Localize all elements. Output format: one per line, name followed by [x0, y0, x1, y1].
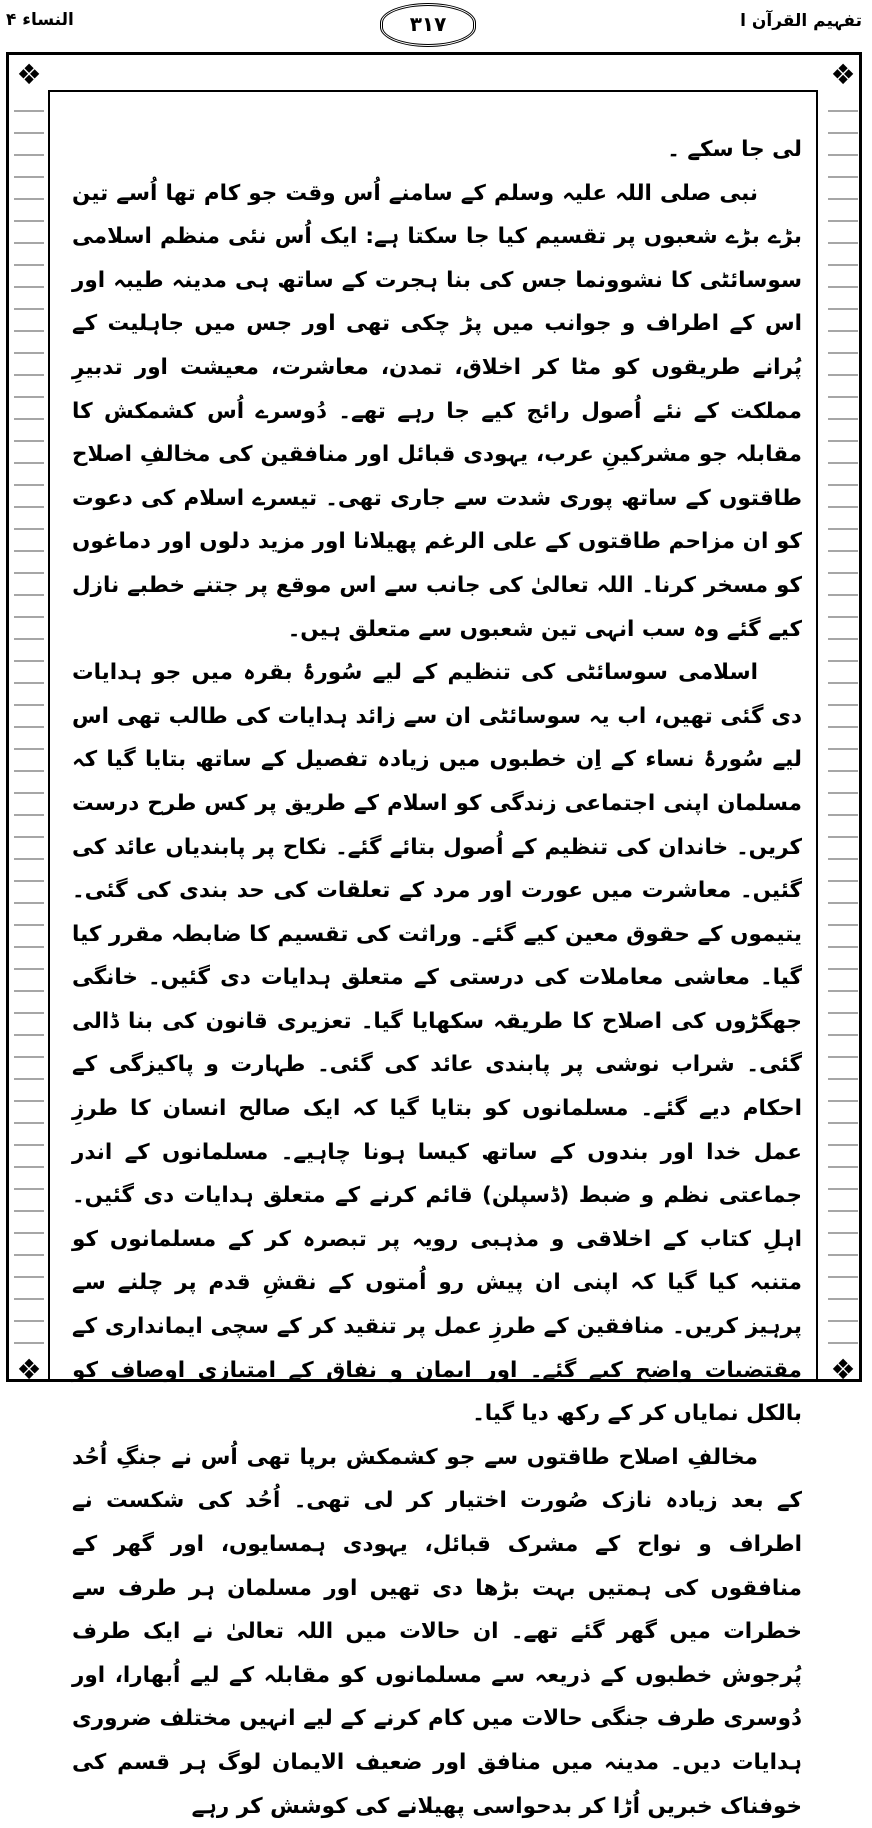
- book-title: تفہیم القرآن ا: [740, 11, 862, 31]
- paragraph: لی جا سکے ۔: [667, 137, 802, 162]
- page-number: ۳۱۷: [380, 3, 476, 47]
- paragraph: مخالفِ اصلاح طاقتوں سے جو کشمکش برپا تھی اُس نے جنگِ اُحُد کے بعد زیادہ نازک صُورت اختیار کر لی تھی۔ اُحُد کی شکست نے اطراف و نواح کے مشرک قبائل، یہودی ہمسایوں، اور گھر کے منافقوں کی ہمتیں بہت بڑھا دی تھیں اور مسلمان ہر طرف سے خطرات میں گھر گئے تھے۔ ان حالات میں اللہ تعالیٰ نے ایک طرف پُرجوش خطبوں کے ذریعہ سے مسلمانوں کو مقابلہ کے لیے اُبھارا، اور دُوسری طرف جنگی حالات میں کام کرنے کے لیے انہیں مختلف ضروری ہدایات دیں۔ مدینہ میں منافق اور ضعیف الایمان لوگ ہر قسم کی خوفناک خبریں اُڑا کر بدحواسی پھیلانے کی کوشش کر رہے: [72, 1444, 802, 1819]
- corner-ornament: ❖: [830, 1353, 856, 1386]
- corner-ornament: ❖: [16, 1353, 42, 1386]
- surah-title: النساء ۴: [6, 10, 74, 30]
- paragraph: اسلامی سوسائٹی کی تنظیم کے لیے سُورۂ بقرہ میں جو ہدایات دی گئی تھیں، اب یہ سوسائٹی ان سے زائد ہدایات کی طالب تھی اس لیے سُورۂ نساء کے اِن خطبوں میں زیادہ تفصیل کے ساتھ بتایا گیا کہ مسلمان اپنی اجتماعی زندگی کو اسلام کے طریق پر کس طرح درست کریں۔ خاندان کی تنظیم کے اُصول بتائے گئے۔ نکاح پر پابندیاں عائد کی گئیں۔ معاشرت میں عورت اور مرد کے تعلقات کی حد بندی کی گئی۔ یتیموں کے حقوق معین کیے گئے۔ وراثت کی تقسیم کا ضابطہ مقرر کیا گیا۔ معاشی معاملات کی درستی کے متعلق ہدایات دی گئیں۔ خانگی جھگڑوں کی اصلاح کا طریقہ سکھایا گیا۔ تعزیری قانون کی بنا ڈالی گئی۔ شراب نوشی پر پابندی عائد کی گئی۔ طہارت و پاکیزگی کے احکام دیے گئے۔ مسلمانوں کو بتایا گیا کہ ایک صالح انسان کا طرزِ عمل خدا اور بندوں کے ساتھ کیسا ہونا چاہیے۔ مسلمانوں کے اندر جماعتی نظم و ضبط (ڈسپلن) قائم کرنے کے متعلق ہدایات دی گئیں۔ اہلِ کتاب کے اخلاقی و مذہبی رویہ پر تبصرہ کر کے مسلمانوں کو متنبہ کیا گیا کہ اپنی ان پیش رو اُمتوں کے نقشِ قدم پر چلنے سے پرہیز کریں۔ منافقین کے طرزِ عمل پر تنقید کر کے سچی ایمانداری کے مقتضیات واضح کیے گئے۔ اور ایمان و نفاق کے امتیازی اوصاف کو بالکل نمایاں کر کے رکھ دیا گیا۔: [72, 660, 802, 1427]
- corner-ornament: ❖: [16, 58, 42, 91]
- body-text: [72, 128, 802, 1819]
- corner-ornament: ❖: [830, 58, 856, 91]
- side-ornament-left: [14, 110, 44, 1360]
- paragraph: نبی صلی اللہ علیہ وسلم کے سامنے اُس وقت جو کام تھا اُسے تین بڑے بڑے شعبوں پر تقسیم کیا جا سکتا ہے: ایک اُس نئی منظم اسلامی سوسائٹی کا نشوونما جس کی بنا ہجرت کے ساتھ ہی مدینہ طیبہ اور اس کے اطراف و جوانب میں پڑ چکی تھی اور جس میں جاہلیت کے پُرانے طریقوں کو مٹا کر اخلاق، تمدن، معاشرت، معیشت اور تدبیرِ مملکت کے نئے اُصول رائج کیے جا رہے تھے۔ دُوسرے اُس کشمکش کا مقابلہ جو مشرکینِ عرب، یہودی قبائل اور منافقین کی مخالفِ اصلاح طاقتوں کے ساتھ پوری شدت سے جاری تھی۔ تیسرے اسلام کی دعوت کو ان مزاحم طاقتوں کے علی الرغم پھیلانا اور مزید دلوں اور دماغوں کو مسخر کرنا۔ اللہ تعالیٰ کی جانب سے اس موقع پر جتنے خطبے نازل کیے گئے وہ سب انہی تین شعبوں سے متعلق ہیں۔: [72, 180, 802, 642]
- side-ornament-right: [828, 110, 858, 1360]
